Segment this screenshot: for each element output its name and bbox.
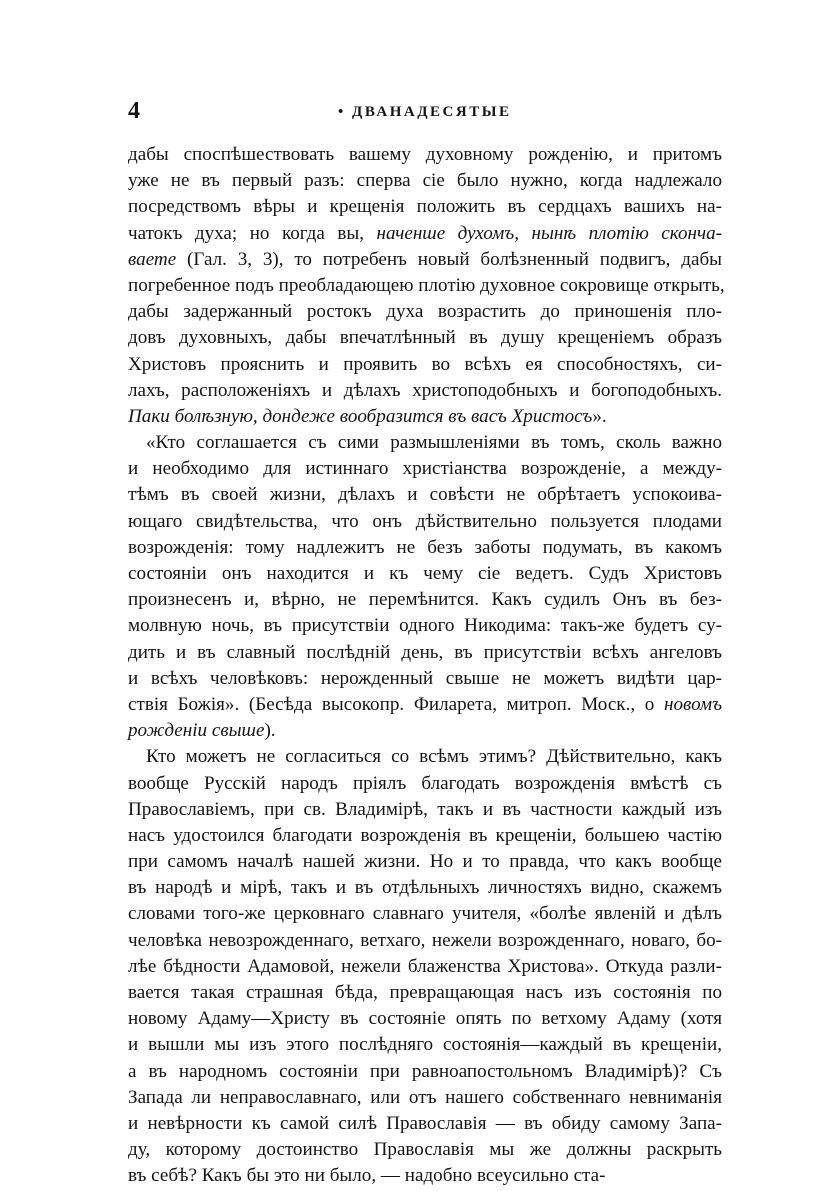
text-line bbox=[128, 1163, 722, 1189]
text-line bbox=[128, 954, 722, 980]
text-line bbox=[128, 247, 722, 273]
text-line bbox=[128, 168, 722, 194]
text-line bbox=[128, 1006, 722, 1032]
text-run: вается такая страшная бѣда, превращающая насъ изъ состоянія по bbox=[128, 982, 722, 1003]
text-run: тѣмъ въ своей жизни, дѣлахъ и совѣсти не обрѣтаетъ успокоива- bbox=[128, 484, 722, 506]
text-run: и вышли мы изъ этого послѣдняго состоянія—каждый въ крещеніи, bbox=[128, 1034, 722, 1056]
text-run: ствія Божія». (Бесѣда высокопр. Филарета, митроп. Моск., о bbox=[128, 693, 665, 715]
text-line bbox=[128, 378, 722, 404]
text-run: (Гал. 3, 3), то потребенъ новый болѣзненный подвигъ, дабы bbox=[176, 248, 722, 270]
page-body-text bbox=[128, 142, 725, 1190]
text-run: произнесенъ и, вѣрно, не перемѣнится. Какъ судилъ Онъ въ без- bbox=[128, 589, 722, 611]
text-line bbox=[128, 718, 722, 744]
paragraph bbox=[128, 744, 722, 1189]
italic-text: Паки болѣзную, дондеже вообразится въ васъ Христосъ bbox=[128, 405, 593, 427]
text-line bbox=[128, 692, 722, 718]
italic-text: наченше духомъ, нынѣ плотію сконча- bbox=[376, 222, 722, 244]
text-line bbox=[128, 325, 722, 351]
text-line bbox=[128, 221, 722, 247]
text-line bbox=[128, 142, 722, 168]
text-run: новому Адаму—Христу въ состояніе опять по ветхому Адаму (хотя bbox=[128, 1008, 722, 1030]
text-run: вообще Русскій народъ пріялъ благодать возрожденія вмѣстѣ съ bbox=[128, 772, 722, 794]
text-line bbox=[128, 561, 722, 587]
text-run: и необходимо для истиннаго христіанства возрожденіе, а междy- bbox=[128, 458, 722, 480]
text-run: Христовъ прояснить и проявить во всѣхъ ея способностяхъ, си- bbox=[128, 353, 722, 375]
text-run: посредствомъ вѣры и крещенія положить въ сердцахъ вашихъ на- bbox=[128, 196, 722, 218]
text-line bbox=[128, 273, 725, 299]
text-run: Кто можетъ не согласиться со всѣмъ этимъ? Дѣйствительно, какъ bbox=[146, 746, 722, 768]
italic-text: ваете bbox=[128, 248, 177, 270]
text-line bbox=[128, 352, 722, 378]
text-line bbox=[128, 194, 722, 220]
text-run: и всѣхъ человѣковъ: нерожденный свыше не можетъ видѣти цар- bbox=[128, 667, 722, 689]
page-number: 4 bbox=[128, 98, 140, 124]
text-run: лѣе бѣдности Адамовой, нежели блаженства Христова». Откуда разли- bbox=[128, 955, 722, 977]
page-header bbox=[128, 98, 728, 128]
text-line bbox=[128, 587, 722, 613]
paragraph bbox=[128, 142, 725, 430]
text-run: ». bbox=[592, 405, 607, 427]
text-line bbox=[128, 1111, 722, 1137]
text-line bbox=[128, 797, 722, 823]
text-line bbox=[128, 640, 722, 666]
text-run: возрожденія: тому надлежитъ не безъ заботы подумать, въ какомъ bbox=[128, 536, 722, 558]
text-line bbox=[128, 430, 722, 456]
text-run: Православіемъ, при св. Владимірѣ, такъ и въ частности каждый изъ bbox=[128, 798, 722, 820]
text-line bbox=[128, 771, 722, 797]
text-run: ). bbox=[264, 720, 276, 742]
text-run: состояніи онъ находится и къ чему сіе ведетъ. Судъ Христовъ bbox=[128, 563, 722, 584]
text-run: человѣка невозрожденнаго, ветхаго, нежели возрожденнаго, новаго, бо- bbox=[128, 929, 722, 951]
text-line bbox=[128, 1085, 722, 1111]
text-run: въ себѣ? Какъ бы это ни было, — надобно всеусильно ста- bbox=[128, 1165, 606, 1187]
text-line bbox=[128, 482, 722, 508]
italic-text: новомъ bbox=[664, 693, 722, 715]
text-run: словами того-же церковнаго славнаго учителя, «болѣе явленій и дѣлъ bbox=[128, 903, 722, 925]
italic-text: рожденіи свыше bbox=[128, 720, 265, 742]
text-line bbox=[128, 744, 722, 770]
text-line bbox=[128, 509, 722, 535]
text-line bbox=[128, 535, 722, 561]
text-run: лахъ, расположеніяхъ и дѣлахъ христоподобныхъ и богоподобныхъ. bbox=[128, 379, 722, 401]
text-run: уже не въ первый разъ: сперва сіе было нужно, когда надлежало bbox=[128, 170, 722, 192]
text-run: ющаго свидѣтельства, что онъ дѣйствительно пользуется плодами bbox=[128, 510, 722, 532]
text-run: молвную ночь, въ присутствіи одного Никодима: такъ-же будетъ су- bbox=[128, 615, 722, 637]
running-title: • ДВАНАДЕСЯТЫЕ bbox=[338, 104, 512, 120]
text-line bbox=[128, 1137, 722, 1163]
text-run: при самомъ началѣ нашей жизни. Но и то правда, что какъ вообще bbox=[128, 851, 722, 873]
paragraph bbox=[128, 430, 722, 744]
text-run: Запада ли неправославнаго, или отъ нашего собственнаго невниманія bbox=[128, 1086, 722, 1108]
text-run: дить и въ славный послѣдній день, въ присутствіи всѣхъ ангеловъ bbox=[128, 641, 722, 663]
text-line bbox=[128, 299, 722, 325]
text-run: а въ народномъ состояніи при равноапостольномъ Владимірѣ)? Съ bbox=[128, 1060, 722, 1082]
text-run: дабы споспѣшествовать вашему духовному рожденію, и притомъ bbox=[128, 144, 722, 165]
text-line bbox=[128, 849, 722, 875]
text-run: дабы задержанный ростокъ духа возрастить до приношенія пло- bbox=[128, 301, 722, 323]
text-line bbox=[128, 666, 722, 692]
text-line bbox=[128, 1059, 722, 1085]
text-line bbox=[128, 823, 722, 849]
text-line bbox=[128, 404, 722, 430]
text-run: погребенное подъ преобладающею плотію духовное сокровище открыть, bbox=[128, 274, 725, 296]
text-line bbox=[128, 613, 722, 639]
text-run: насъ удостоился благодати возрожденія въ крещеніи, большею частію bbox=[128, 824, 722, 846]
text-line bbox=[128, 456, 722, 482]
text-line bbox=[128, 980, 722, 1006]
text-run: довъ духовныхъ, дабы впечатлѣнный въ душу крещеніемъ образъ bbox=[128, 327, 722, 349]
text-run: чатокъ духа; но когда вы, bbox=[128, 222, 377, 244]
text-run: «Кто соглашается съ сими размышленіями въ томъ, сколь важно bbox=[146, 432, 722, 454]
text-line bbox=[128, 1032, 722, 1058]
text-line bbox=[128, 875, 722, 901]
text-run: и невѣрности къ самой силѣ Православія — въ обиду самому Запа- bbox=[128, 1112, 722, 1134]
text-line bbox=[128, 901, 722, 927]
text-line bbox=[128, 928, 722, 954]
text-run: ду, которому достоинство Православія мы же должны раскрыть bbox=[128, 1139, 722, 1161]
text-run: въ народѣ и мірѣ, такъ и въ отдѣльныхъ личностяхъ видно, скажемъ bbox=[128, 877, 722, 899]
